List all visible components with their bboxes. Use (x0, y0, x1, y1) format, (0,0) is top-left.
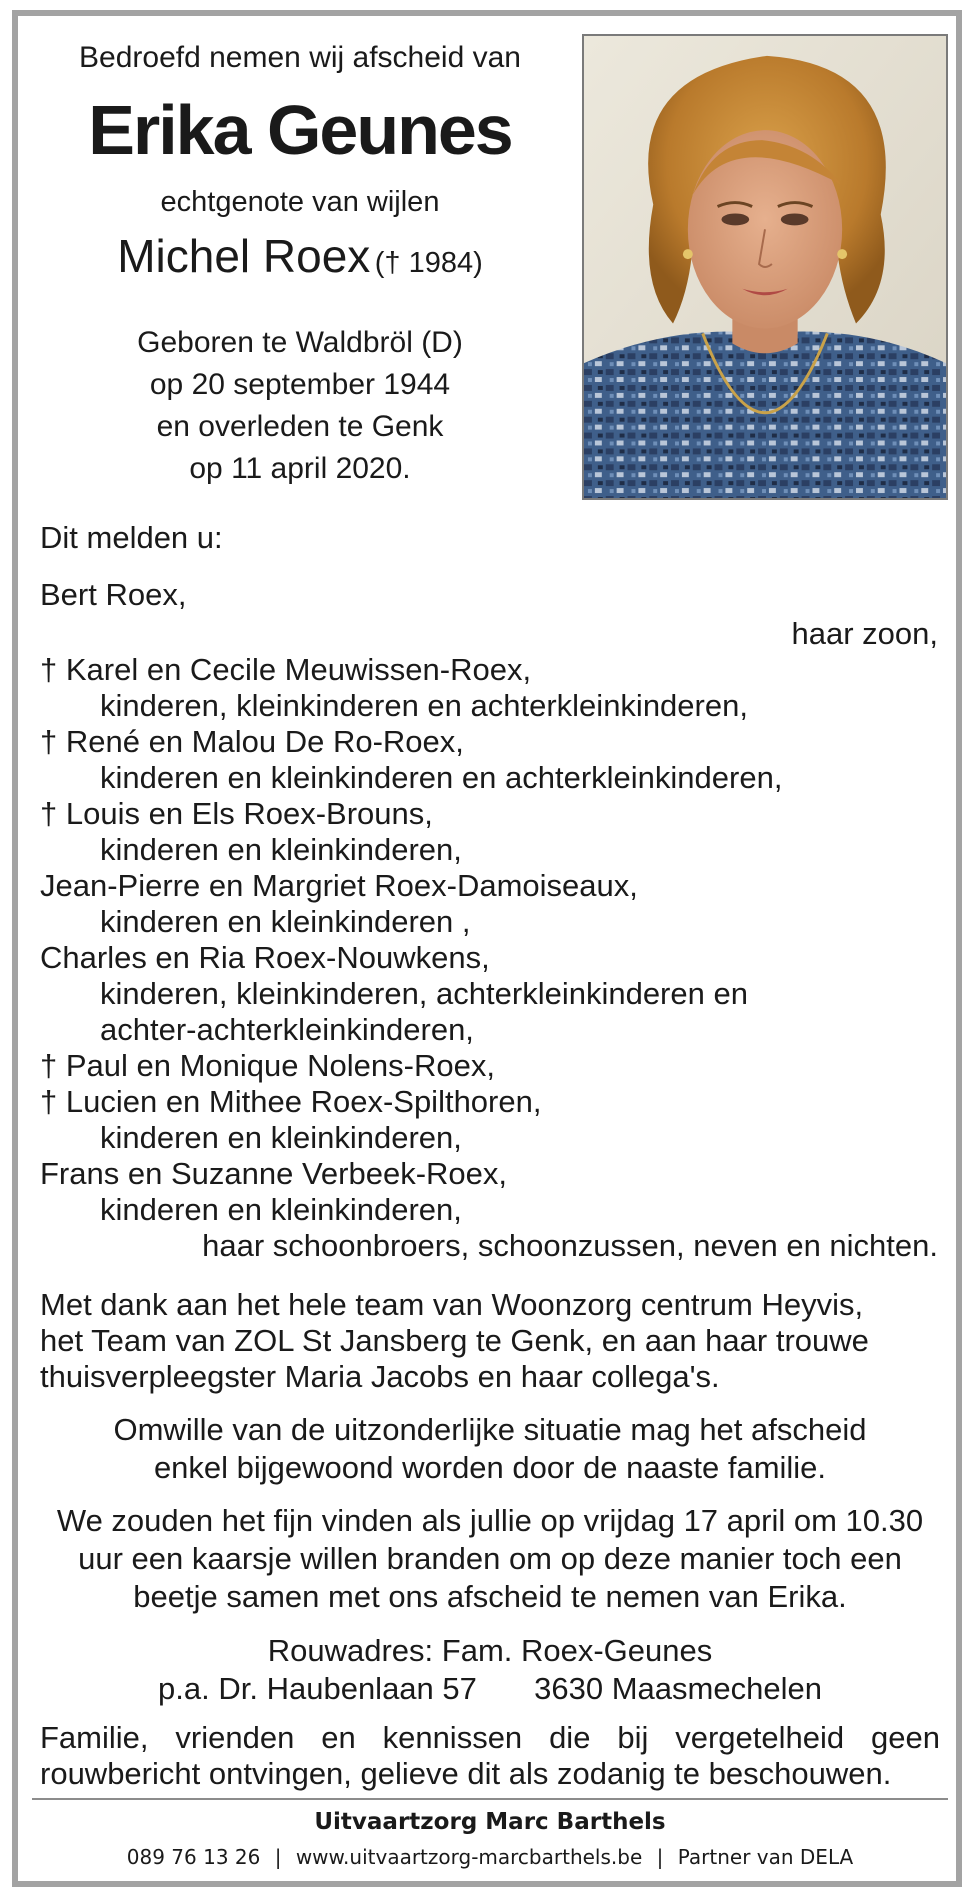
family-subline: achter-achterkleinkinderen, (100, 1012, 474, 1047)
birth-death-block (30, 322, 570, 490)
disclaimer-line: rouwbericht ontvingen, gelieve dit als zodanig te beschouwen. (40, 1756, 892, 1791)
family-subline: kinderen en kleinkinderen , (100, 904, 471, 939)
spouse-name: Michel Roex (117, 230, 371, 282)
address-block (32, 1632, 948, 1708)
spouse-line (30, 230, 570, 294)
deceased-name: Erika Geunes (88, 91, 512, 169)
phone-number[interactable]: 089 76 13 26 (126, 1845, 261, 1869)
address-street: p.a. Dr. Haubenlaan 57 (158, 1671, 477, 1706)
notice-block (32, 1411, 948, 1487)
address-heading: Rouwadres: Fam. Roex-Geunes (267, 1633, 713, 1668)
website-link[interactable]: www.uitvaartzorg-marcbarthels.be (295, 1845, 643, 1869)
candle-line: beetje samen met ons afscheid te nemen van Erika. (133, 1579, 847, 1614)
portrait-photo (582, 34, 948, 500)
family-subline: kinderen en kleinkinderen, (100, 1120, 462, 1155)
family-line: Charles en Ria Roex-Nouwkens, (40, 940, 490, 975)
death-line: op 11 april 2020. (189, 452, 411, 485)
family-subline: kinderen en kleinkinderen en achterkleinkinderen, (100, 760, 783, 795)
family-subline: kinderen, kleinkinderen en achterkleinkinderen, (100, 688, 748, 723)
family-line: Bert Roex, (40, 577, 187, 612)
birth-line: Geboren te Waldbröl (D) (137, 326, 463, 359)
family-line: † Louis en Els Roex-Brouns, (40, 796, 433, 831)
family-line: Frans en Suzanne Verbeek-Roex, (40, 1156, 507, 1191)
relation-text: echtgenote van wijlen (160, 186, 440, 218)
separator: | (274, 1845, 282, 1869)
family-closing: haar schoonbroers, schoonzussen, neven en nichten. (202, 1228, 938, 1263)
funeral-home-contact (32, 1843, 948, 1871)
family-line: † Paul en Monique Nolens-Roex, (40, 1048, 495, 1083)
family-line: † René en Malou De Ro-Roex, (40, 724, 464, 759)
announcers-intro: Dit melden u: (40, 520, 223, 555)
intro-text: Bedroefd nemen wij afscheid van (79, 41, 521, 74)
family-subline: kinderen en kleinkinderen, (100, 832, 462, 867)
disclaimer-line: Familie, vrienden en kennissen die bij vergetelheid geen (40, 1720, 940, 1755)
funeral-home-name: Uitvaartzorg Marc Barthels (314, 1809, 666, 1835)
spouse-death-year: († 1984) (374, 247, 483, 279)
notice-line: Omwille van de uitzonderlijke situatie mag het afscheid (113, 1412, 867, 1447)
thanks-line: Met dank aan het hele team van Woonzorg centrum Heyvis, (40, 1287, 864, 1322)
thanks-line: het Team van ZOL St Jansberg te Genk, en aan haar trouwe (40, 1323, 869, 1358)
partner-text: Partner van DELA (677, 1845, 854, 1869)
family-line: † Lucien en Mithee Roex-Spilthoren, (40, 1084, 542, 1119)
birth-line: op 20 september 1944 (149, 368, 451, 401)
candle-line: uur een kaarsje willen branden om op deze manier toch een (78, 1541, 902, 1576)
separator: | (656, 1845, 664, 1869)
death-line: en overleden te Genk (156, 410, 444, 443)
family-role: haar zoon, (791, 616, 938, 651)
candle-block (32, 1502, 948, 1616)
address-city: 3630 Maasmechelen (534, 1671, 822, 1706)
thanks-line: thuisverpleegster Maria Jacobs en haar collega's. (40, 1359, 720, 1394)
family-subline: kinderen, kleinkinderen, achterkleinkinderen en (100, 976, 748, 1011)
family-line: † Karel en Cecile Meuwissen-Roex, (40, 652, 532, 687)
candle-line: We zouden het fijn vinden als jullie op vrijdag 17 april om 10.30 (56, 1503, 924, 1538)
address-line (32, 1670, 948, 1708)
family-subline: kinderen en kleinkinderen, (100, 1192, 462, 1227)
divider (32, 1798, 948, 1800)
family-line: Jean-Pierre en Margriet Roex-Damoiseaux, (40, 868, 638, 903)
notice-line: enkel bijgewoond worden door de naaste familie. (153, 1450, 827, 1485)
